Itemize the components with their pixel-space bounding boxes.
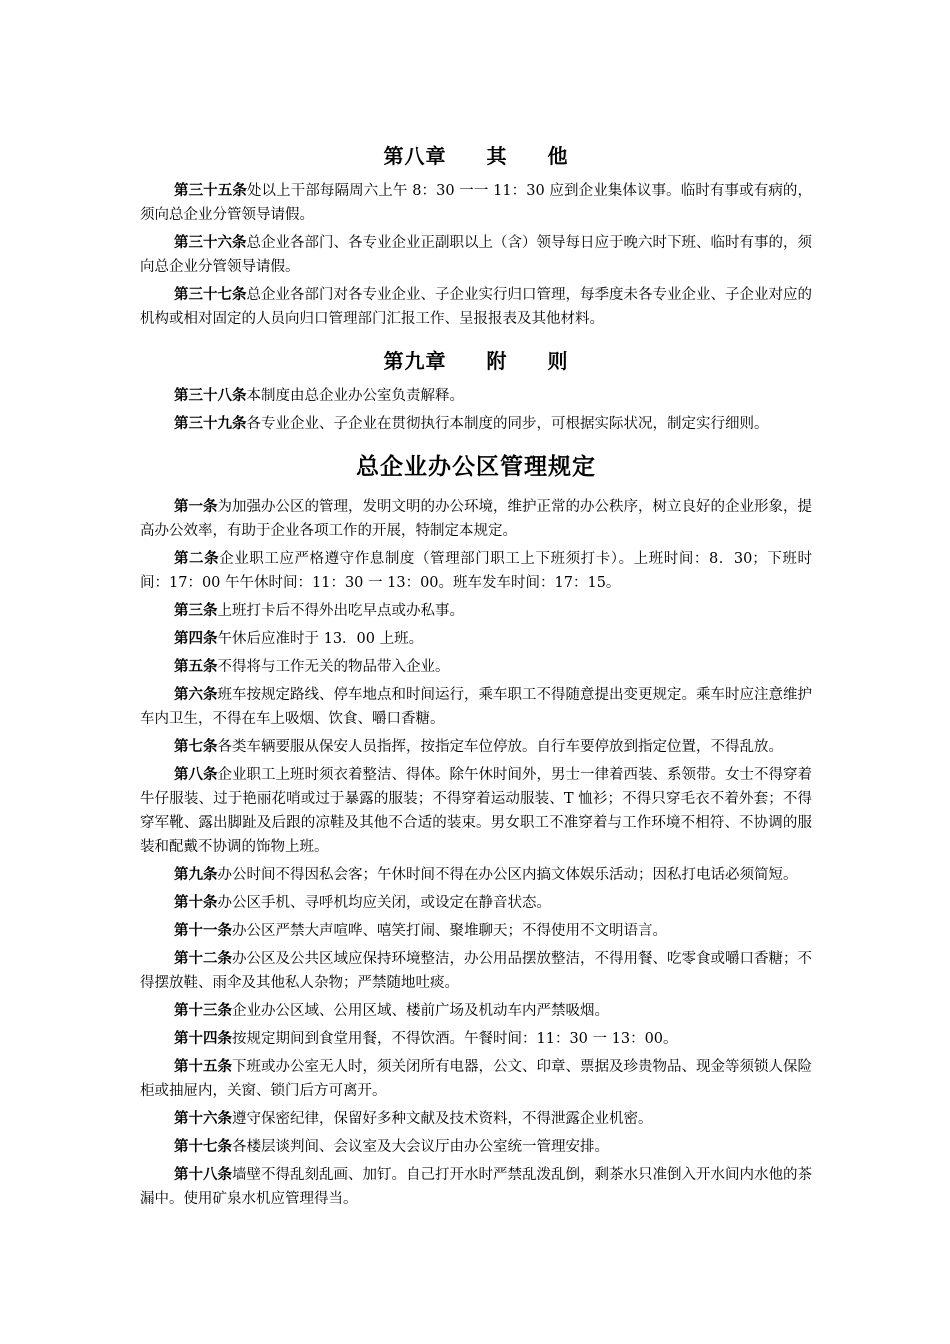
article-38: 第三十八条本制度由总企业办公室负责解释。 xyxy=(174,387,464,404)
article-36: 第三十六条总企业各部门、各专业企业正副职以上（含）领导每日应于晚六时下班、临时有事的，须向总企业分管领导请假。 xyxy=(140,234,812,275)
reg-article-10: 第十条办公区手机、寻呼机均应关闭，或设定在静音状态。 xyxy=(174,894,551,911)
reg-article-5: 第五条不得将与工作无关的物品带入企业。 xyxy=(174,658,450,675)
chapter-9-word2: 则 xyxy=(547,349,569,373)
chapter-9-heading xyxy=(140,345,812,374)
reg-article-12: 第十二条办公区及公共区域应保持环境整洁，办公用品摆放整洁，不得用餐、吃零食或嚼口香糖；不得摆放鞋、雨伞及其他私人杂物；严禁随地吐痰。 xyxy=(140,950,812,991)
reg-article-11: 第十一条办公区严禁大声喧哗、嘻笑打闹、聚堆聊天；不得使用不文明语言。 xyxy=(174,922,667,939)
article-39: 第三十九条各专业企业、子企业在贯彻执行本制度的同步，可根据实际状况，制定实行细则。 xyxy=(174,415,769,432)
reg-article-15: 第十五条下班或办公室无人时，须关闭所有电器，公文、印章、票据及珍贵物品、现金等须锁人保险柜或抽屉内，关窗、锁门后方可离开。 xyxy=(140,1058,812,1099)
document-content xyxy=(140,134,812,1215)
reg-article-16: 第十六条遵守保密纪律，保留好多种文献及技术资料，不得泄露企业机密。 xyxy=(174,1110,653,1127)
reg-article-7: 第七条各类车辆要服从保安人员指挥，按指定车位停放。自行车要停放到指定位置，不得乱放。 xyxy=(174,738,783,755)
reg-article-9: 第九条办公时间不得因私会客；午休时间不得在办公区内搞文体娱乐活动；因私打电话必须简短。 xyxy=(174,866,798,883)
reg-article-3: 第三条上班打卡后不得外出吃早点或办私事。 xyxy=(174,602,464,619)
chapter-8-word1: 其 xyxy=(486,144,508,168)
article-35: 第三十五条处以上干部每隔周六上午 8：30 一一 11：30 应到企业集体议事。临时有事或有病的，须向总企业分管领导请假。 xyxy=(140,182,813,223)
chapter-8-label: 第八章 xyxy=(383,144,447,168)
chapter-8-heading xyxy=(140,140,812,169)
reg-article-2: 第二条企业职工应严格遵守作息制度（管理部门职工上下班须打卡）。上班时间：8．30；下班时间：17：00 午午休时间：11：30 一 13：00。班车发车时间：17：15。 xyxy=(140,550,812,591)
reg-article-4: 第四条午休后应准时于 13．00 上班。 xyxy=(174,630,424,647)
reg-article-8: 第八条企业职工上班时须衣着整洁、得体。除午休时间外，男士一律着西装、系领带。女士不得穿着牛仔服装、过于艳丽花哨或过于暴露的服装；不得穿着运动服装、T 恤衫；不得只穿毛衣不着外套；不得穿军靴、露出脚趾及后跟的凉鞋及其他不合适的装束。男女职工不准穿着与工作环境不相符、不协调的服装和配戴不协调的饰物上班。 xyxy=(140,766,812,855)
regulation-title: 总企业办公区管理规定 xyxy=(356,454,596,480)
chapter-9-word1: 附 xyxy=(486,349,508,373)
reg-article-14: 第十四条按规定期间到食堂用餐，不得饮酒。午餐时间：11：30 一 13：00。 xyxy=(174,1030,678,1047)
reg-article-6: 第六条班车按规定路线、停车地点和时间运行，乘车职工不得随意提出变更规定。乘车时应注意维护车内卫生，不得在车上吸烟、饮食、嚼口香糖。 xyxy=(140,686,812,727)
reg-article-18: 第十八条墙壁不得乱刻乱画、加钉。自己打开水时严禁乱泼乱倒，剩茶水只准倒入开水间内水他的茶漏中。使用矿泉水机应管理得当。 xyxy=(140,1166,812,1207)
reg-article-13: 第十三条企业办公区域、公用区域、楼前广场及机动车内严禁吸烟。 xyxy=(174,1002,609,1019)
reg-article-17: 第十七条各楼层谈判间、会议室及大会议厅由办公室统一管理安排。 xyxy=(174,1138,609,1155)
chapter-9-label: 第九章 xyxy=(383,349,447,373)
chapter-8-word2: 他 xyxy=(547,144,569,168)
article-37: 第三十七条总企业各部门对各专业企业、子企业实行归口管理，每季度未各专业企业、子企业对应的机构或相对固定的人员向归口管理部门汇报工作、呈报报表及其他材料。 xyxy=(140,286,812,327)
reg-article-1: 第一条为加强办公区的管理，发明文明的办公环境，维护正常的办公秩序，树立良好的企业形象，提高办公效率，有助于企业各项工作的开展，特制定本规定。 xyxy=(140,498,812,539)
